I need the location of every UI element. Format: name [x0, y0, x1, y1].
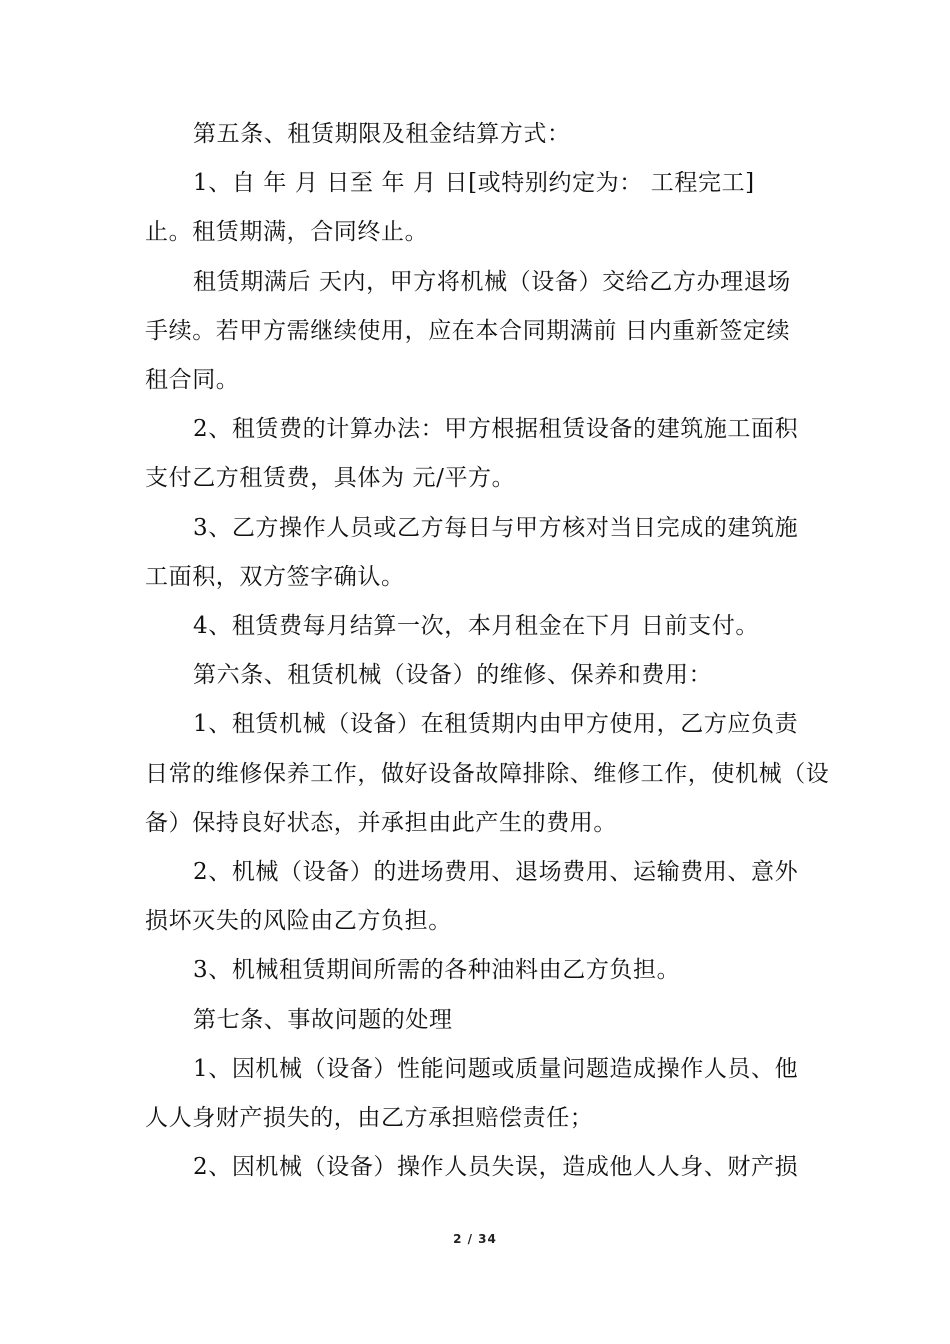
text-line: 止。租赁期满，合同终止。 [145, 219, 429, 246]
article-6-clause-3 [145, 946, 807, 995]
text-line: 人人身财产损失的，由乙方承担赔偿责任； [145, 1105, 594, 1132]
article-7-clause-2 [145, 1143, 807, 1192]
article-6-clause-2 [145, 848, 807, 946]
text-line: 备）保持良好状态，并承担由此产生的费用。 [145, 809, 617, 836]
text-line: 日常的维修保养工作，做好设备故障排除、维修工作，使机械（设 [145, 760, 830, 787]
article-6-clause-1 [145, 700, 830, 848]
text-line: 1、租赁机械（设备）在租赁期内由甲方使用，乙方应负责 [193, 711, 799, 738]
text-line: 租赁期满后 天内，甲方将机械（设备）交给乙方办理退场 [193, 268, 791, 295]
text-line: 租合同。 [145, 367, 240, 394]
text-line: 4、租赁费每月结算一次，本月租金在下月 日前支付。 [193, 613, 759, 640]
text-line: 3、机械租赁期间所需的各种油料由乙方负担。 [193, 957, 681, 984]
article-7-clause-1 [145, 1045, 807, 1143]
text-line: 2、租赁费的计算办法：甲方根据租赁设备的建筑施工面积 [193, 416, 799, 443]
text-line: 第七条、事故问题的处理 [193, 1006, 453, 1033]
article-5-clause-1 [145, 159, 807, 257]
text-line: 第六条、租赁机械（设备）的维修、保养和费用： [193, 662, 713, 689]
text-line: 损坏灭失的风险由乙方负担。 [145, 908, 452, 935]
article-5-heading [145, 110, 807, 159]
text-line: 工面积，双方签字确认。 [145, 563, 405, 590]
text-line: 3、乙方操作人员或乙方每日与甲方核对当日完成的建筑施 [193, 514, 799, 541]
text-line: 2、因机械（设备）操作人员失误，造成他人人身、财产损 [193, 1154, 799, 1181]
text-line: 第五条、租赁期限及租金结算方式： [193, 121, 571, 147]
text-line: 支付乙方租赁费，具体为 元/平方。 [145, 465, 516, 492]
page-number: 2 / 34 [453, 1232, 497, 1246]
article-7-heading [145, 996, 807, 1045]
text-line: 手续。若甲方需继续使用，应在本合同期满前 日内重新签定续 [145, 317, 791, 344]
text-line: 2、机械（设备）的进场费用、退场费用、运输费用、意外 [193, 859, 799, 886]
text-line: 1、因机械（设备）性能问题或质量问题造成操作人员、他 [193, 1055, 799, 1082]
document-body [145, 110, 830, 1192]
article-5-clause-3 [145, 504, 807, 602]
article-6-heading [145, 651, 807, 700]
text-line: 1、自 年 月 日至 年 月 日[或特别约定为： 工程完工] [193, 170, 755, 197]
article-5-clause-2 [145, 405, 807, 503]
article-5-clause-1-continued [145, 258, 807, 406]
article-5-clause-4 [145, 602, 807, 651]
